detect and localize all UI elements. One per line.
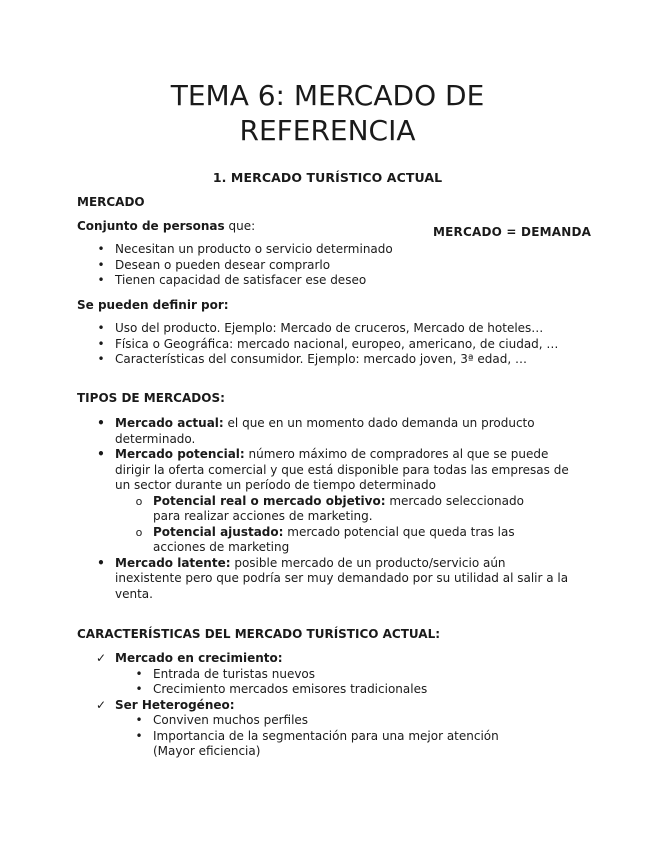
bullet-icon [94, 337, 108, 353]
list-item: o Potencial real o mercado objetivo: mercado seleccionado para realizar acciones de marketing. [115, 494, 535, 525]
definir-heading: Se pueden definir por: [77, 298, 229, 312]
list-item: • Mercado actual: el que en un momento dado demanda un producto determinado. [77, 416, 572, 447]
caract-list [77, 651, 572, 760]
list-item: • Crecimiento mercados emisores tradicionales [115, 682, 535, 698]
caract-heading: CARACTERÍSTICAS DEL MERCADO TURÍSTICO ACTUAL: [77, 627, 441, 641]
circle-bullet-icon [132, 494, 146, 510]
list-item: • Mercado latente: posible mercado de un producto/servicio aún inexistente pero que podría ser muy demandado por su utilidad al salir a la venta. [77, 556, 572, 603]
list-item: • Uso del producto. Ejemplo: Mercado de cruceros, Mercado de hoteles… [77, 321, 617, 337]
mercado-heading: MERCADO [77, 195, 145, 209]
conjunto-list [77, 242, 597, 289]
crecimiento-sublist [115, 667, 535, 698]
bullet-icon [94, 242, 108, 258]
list-item: o Potencial ajustado: mercado potencial que queda tras las acciones de marketing [115, 525, 535, 556]
conjunto-bold: Conjunto de personas [77, 219, 225, 233]
conjunto-rest: que: [224, 219, 256, 233]
bullet-icon [94, 556, 108, 572]
potencial-sublist [115, 494, 535, 556]
bullet-icon [94, 258, 108, 274]
title-line-1: TEMA 6: MERCADO DE [170, 79, 485, 112]
check-icon [94, 651, 108, 667]
definir-list [77, 321, 617, 368]
list-item: • Necesitan un producto o servicio determinado [77, 242, 597, 258]
bullet-icon [94, 352, 108, 368]
conjunto-line [77, 219, 255, 235]
bullet-icon [132, 682, 146, 698]
list-item: • Tienen capacidad de satisfacer ese deseo [77, 273, 597, 289]
circle-bullet-icon [132, 525, 146, 541]
list-item: • Física o Geográfica: mercado nacional, europeo, americano, de ciudad, … [77, 337, 617, 353]
bullet-icon [94, 416, 108, 432]
tipos-heading: TIPOS DE MERCADOS: [77, 391, 225, 405]
check-icon [94, 698, 108, 714]
bullet-icon [94, 447, 108, 463]
heterogeneo-sublist [115, 713, 535, 760]
section-heading: 1. MERCADO TURÍSTICO ACTUAL [212, 170, 443, 185]
list-item: • Mercado potencial: número máximo de compradores al que se puede dirigir la oferta comercial y que está disponible para todas las empresas de un sector durante un período de tiempo determinado o Potencial real o mercado objetivo: mercado seleccionado para realizar acciones de marketing. o Potencial ajustado: mercado potencial que queda tras las acciones de marketing [77, 447, 572, 556]
list-item: • Características del consumidor. Ejemplo: mercado joven, 3ª edad, … [77, 352, 617, 368]
list-item: • Conviven muchos perfiles [115, 713, 535, 729]
bullet-icon [132, 729, 146, 745]
bullet-icon [94, 273, 108, 289]
tipos-list [77, 416, 572, 602]
list-item: • Desean o pueden desear comprarlo [77, 258, 597, 274]
list-item: ✓ Ser Heterogéneo: • Conviven muchos perfiles • Importancia de la segmentación para una mejor atención (Mayor eficiencia) [77, 698, 572, 760]
mercado-demanda-equation: MERCADO = DEMANDA [433, 225, 592, 239]
bullet-icon [132, 667, 146, 683]
list-item: • Importancia de la segmentación para una mejor atención (Mayor eficiencia) [115, 729, 535, 760]
document-title [0, 78, 655, 148]
title-line-2: REFERENCIA [239, 114, 416, 147]
list-item: ✓ Mercado en crecimiento: • Entrada de turistas nuevos • Crecimiento mercados emisores tradicionales [77, 651, 572, 698]
bullet-icon [94, 321, 108, 337]
bullet-icon [132, 713, 146, 729]
list-item: • Entrada de turistas nuevos [115, 667, 535, 683]
